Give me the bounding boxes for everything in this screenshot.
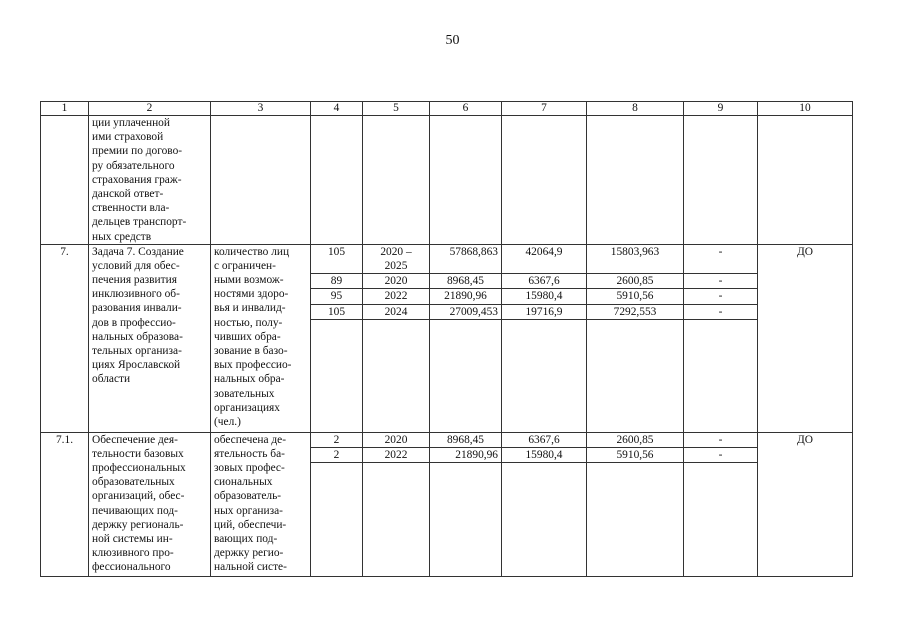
cell-empty: [311, 319, 363, 432]
year: 2020: [363, 274, 430, 289]
cell-empty: [41, 116, 89, 245]
indicator-value: 105: [311, 304, 363, 319]
total-funding: 27009,453: [430, 304, 502, 319]
other-funding: -: [684, 432, 758, 447]
regional-funding: 42064,9: [502, 244, 587, 273]
total-funding: 57868,863: [430, 244, 502, 273]
column-number: 9: [684, 102, 758, 116]
indicator-value: 2: [311, 447, 363, 462]
regional-funding: 15980,4: [502, 447, 587, 462]
cell-empty: [311, 116, 363, 245]
period: 2020 – 2025: [363, 244, 430, 273]
cell-empty: [311, 463, 363, 577]
indicator-value: 105: [311, 244, 363, 273]
federal-funding: 5910,56: [587, 289, 684, 304]
regional-funding: 6367,6: [502, 274, 587, 289]
cell-empty: [587, 319, 684, 432]
year: 2022: [363, 447, 430, 462]
indicator-value: 89: [311, 274, 363, 289]
cell-empty: [363, 116, 430, 245]
total-funding: 8968,45: [430, 432, 502, 447]
other-funding: -: [684, 447, 758, 462]
column-number: 1: [41, 102, 89, 116]
cell-empty: [502, 463, 587, 577]
cell-empty: [502, 116, 587, 245]
regional-funding: 6367,6: [502, 432, 587, 447]
task-name: Задача 7. Создание условий для обес- печения развития инклюзивного об- разования инвали- дов в профессио- нальных образова- тельных организа- циях Ярославской области: [89, 244, 211, 432]
indicator-value: 95: [311, 289, 363, 304]
column-number: 4: [311, 102, 363, 116]
task-number: 7.1.: [41, 432, 89, 576]
indicator-value: 2: [311, 432, 363, 447]
regional-funding: 15980,4: [502, 289, 587, 304]
total-funding: 21890,96: [430, 289, 502, 304]
other-funding: -: [684, 304, 758, 319]
federal-funding: 7292,553: [587, 304, 684, 319]
column-number: 10: [758, 102, 853, 116]
other-funding: -: [684, 274, 758, 289]
continuation-row: [41, 116, 853, 245]
column-number: 6: [430, 102, 502, 116]
column-number: 8: [587, 102, 684, 116]
cell-empty: [430, 463, 502, 577]
executor: ДО: [758, 432, 853, 576]
cell-empty: [684, 116, 758, 245]
column-number: 3: [211, 102, 311, 116]
continuation-text: ции уплаченной ими страховой премии по догово- ру обязательного страхования граж- данской ответ- ственности вла- дельцев транспорт- ных средств: [89, 116, 211, 245]
executor: ДО: [758, 244, 853, 432]
indicator-text: обеспечена де- ятельность ба- зовых профес- сиональных образователь- ных организа- ций, обеспечи- вающих под- держку регио- нальной систе-: [211, 432, 311, 576]
cell-empty: [211, 116, 311, 245]
column-header-row: [41, 102, 853, 116]
cell-empty: [430, 116, 502, 245]
cell-empty: [363, 463, 430, 577]
column-number: 5: [363, 102, 430, 116]
year: 2022: [363, 289, 430, 304]
other-funding: -: [684, 244, 758, 273]
task-row: [41, 432, 853, 447]
federal-funding: 2600,85: [587, 432, 684, 447]
federal-funding: 15803,963: [587, 244, 684, 273]
cell-empty: [758, 116, 853, 245]
cell-empty: [684, 463, 758, 577]
task-row: [41, 244, 853, 273]
indicator-text: количество лиц с ограничен- ными возмож- ностями здоро- вья и инвалид- ностью, полу- чивших обра- зование в базо- вых профессио- нальных обра- зовательных организациях (чел.): [211, 244, 311, 432]
regional-funding: 19716,9: [502, 304, 587, 319]
cell-empty: [587, 463, 684, 577]
total-funding: 8968,45: [430, 274, 502, 289]
federal-funding: 5910,56: [587, 447, 684, 462]
federal-funding: 2600,85: [587, 274, 684, 289]
page-number: 50: [445, 33, 460, 48]
program-table: [40, 101, 853, 577]
column-number: 2: [89, 102, 211, 116]
year: 2020: [363, 432, 430, 447]
cell-empty: [502, 319, 587, 432]
other-funding: -: [684, 289, 758, 304]
column-number: 7: [502, 102, 587, 116]
cell-empty: [684, 319, 758, 432]
cell-empty: [430, 319, 502, 432]
total-funding: 21890,96: [430, 447, 502, 462]
task-number: 7.: [41, 244, 89, 432]
task-name: Обеспечение дея- тельности базовых профессиональных образовательных организаций, обес- печивающих под- держку региональ- ной системы ин- клюзивного про- фессионального: [89, 432, 211, 576]
cell-empty: [587, 116, 684, 245]
year: 2024: [363, 304, 430, 319]
cell-empty: [363, 319, 430, 432]
